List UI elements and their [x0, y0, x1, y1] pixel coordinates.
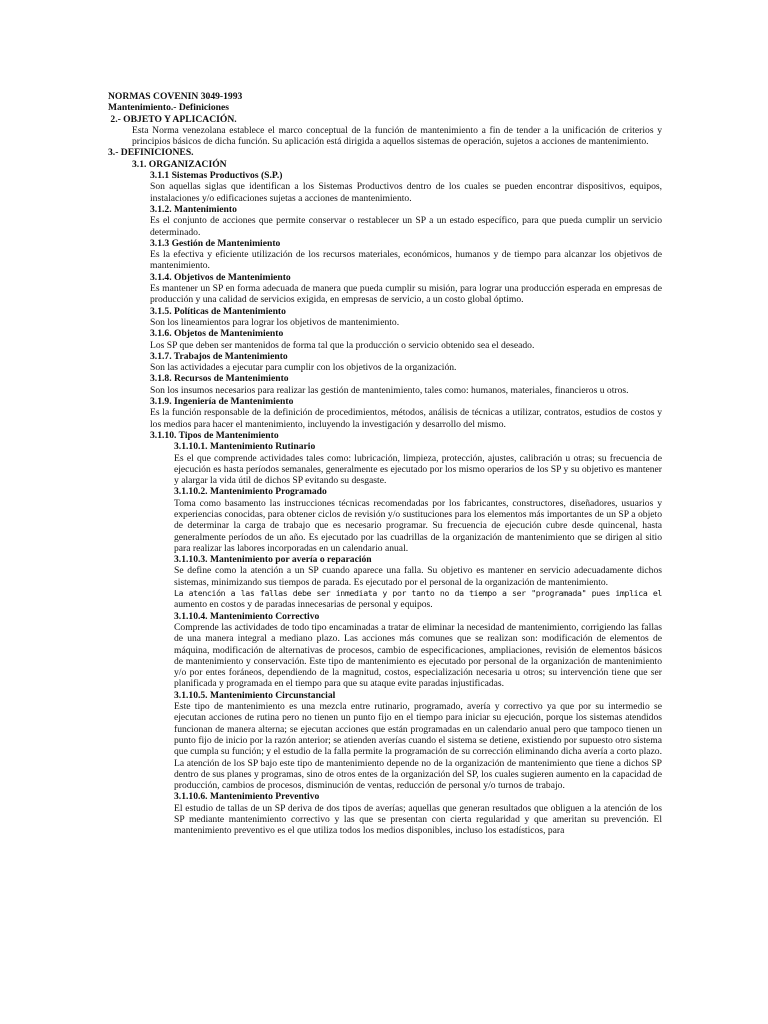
item-heading: 3.1.1 Sistemas Productivos (S.P.)	[150, 170, 283, 182]
item-heading: 3.1.6. Objetos de Mantenimiento	[150, 328, 284, 340]
rutinario-heading: 3.1.10.1. Mantenimiento Rutinario	[174, 441, 316, 453]
rutinario-text: Es el que comprende actividades tales como: lubricación, limpieza, protección, ajustes, calibración u otras; su frecuencia de ejecución es hasta períodos semanales, generalmente es ejecutado por los mismo operarios de los SP y su objetivo es mantener y alargar la vida útil de dichos SP evitando su desgaste.	[174, 452, 662, 487]
averia-heading: 3.1.10.3. Mantenimiento por avería o reparación	[174, 554, 372, 566]
circunstancial-heading: 3.1.10.5. Mantenimiento Circunstancial	[174, 689, 336, 701]
item-text: Los SP que deben ser mantenidos de forma tal que la producción o servicio obtenido sea el deseado.	[150, 339, 535, 351]
averia-text: Se define como la atención a un SP cuando aparece una falla. Su objetivo es mantener en servicio adecuadamente dichos sistemas, minimizando sus tiempos de parada. Es ejecutado por el personal de la organización de mantenimiento.	[174, 565, 662, 588]
preventivo-heading: 3.1.10.6. Mantenimiento Preventivo	[174, 791, 320, 803]
correctivo-heading: 3.1.10.4. Mantenimiento Correctivo	[174, 610, 320, 622]
section-2-text: Esta Norma venezolana establece el marco conceptual de la función de mantenimiento a fin de tender a la unificación de criterios y principios básicos de dicha función. Su aplicación está dirigida a aquellos sistemas de operación, sujetos a acciones de mantenimiento.	[132, 124, 662, 148]
item-text: Son los insumos necesarios para realizar las gestión de mantenimiento, tales como: humanos, materiales, financieros u otros.	[150, 384, 629, 396]
item-text: Es mantener un SP en forma adecuada de manera que pueda cumplir su misión, para lograr una producción esperada en empresas de producción y una calidad de servicios exigida, en empresas de servicio, a un costo global óptimo.	[150, 283, 662, 306]
programado-heading: 3.1.10.2. Mantenimiento Programado	[174, 486, 327, 498]
preventivo-text: El estudio de tallas de un SP deriva de dos tipos de averías; aquellas que generan resultados que obliguen a la atención de los SP mediante mantenimiento correctivo y las que se presentan con cierta regularidad y que ameritan su prevención. El mantenimiento preventivo es el que utiliza todos los medios disponibles, incluso los estadísticos, para	[174, 802, 662, 837]
circunstancial-text: Este tipo de mantenimiento es una mezcla entre rutinario, programado, avería y correctivo ya que por su intermedio se ejecutan acciones de rutina pero no tienen un punto fijo en el tiempo para iniciar su ejecución, porque los sistemas atendidos funcionan de manera alterna; se ejecutan acciones que están programadas en un calendario anual pero que tampoco tienen un punto fijo de inicio por la razón anterior; se atienden averías cuando el sistema se detiene, existiendo por supuesto otro sistema que cumpla su función; y el estudio de la falla permite la programación de su corrección eliminando dicha avería a corto plazo. La atención de los SP bajo este tipo de mantenimiento depende no de la organización de mantenimiento que tiene a dichos SP dentro de sus planes y programas, sino de otros entes de la organización del SP, los cuales sugieren aumento en la capacidad de producción, cambios de procesos, disminución de ventas, reducción de personal y/o turnos de trabajo.	[174, 701, 662, 792]
averia-handwritten-note: La atención a las fallas debe ser inmediata y por tanto no da tiempo a ser "programada" pues implica el	[174, 588, 662, 599]
item-heading: 3.1.2. Mantenimiento	[150, 203, 237, 215]
item-text: Es la función responsable de la definición de procedimientos, métodos, análisis de técnicas a utilizar, contratos, estudios de costos y los medios para hacer el mantenimiento, incluyendo la investigación y desarrollo del mismo.	[150, 407, 662, 430]
item-text: Es el conjunto de acciones que permite conservar o restablecer un SP a un estado específico, para que pueda cumplir un servicio determinado.	[150, 215, 662, 238]
item-text: Son aquellas siglas que identifican a los Sistemas Productivos dentro de los cuales se pueden encontrar dispositivos, equipos, instalaciones y/o edificaciones sujetas a acciones de mantenimiento.	[150, 181, 662, 204]
document-body	[108, 91, 662, 837]
item-heading: 3.1.4. Objetivos de Mantenimiento	[150, 271, 291, 283]
section-3-heading: 3.- DEFINICIONES.	[108, 147, 194, 159]
document-subtitle: Mantenimiento.- Definiciones	[108, 102, 229, 114]
section-2-heading: 2.- OBJETO Y APLICACIÓN.	[108, 113, 237, 125]
averia-text-continuation: aumento en costos y de paradas innecesarias de personal y equipos.	[174, 599, 433, 611]
item-text: Son los lineamientos para lograr los objetivos de mantenimiento.	[150, 316, 400, 328]
section-3-1-heading: 3.1. ORGANIZACIÓN	[132, 158, 227, 170]
item-heading: 3.1.3 Gestión de Mantenimiento	[150, 237, 281, 249]
averia-handwritten-paragraph	[108, 588, 662, 611]
item-text: Es la efectiva y eficiente utilización de los recursos materiales, económicos, humanos y de tiempo para alcanzar los objetivos de mantenimiento.	[150, 249, 662, 272]
item-text: Son las actividades a ejecutar para cumplir con los objetivos de la organización.	[150, 362, 457, 374]
correctivo-text: Comprende las actividades de todo tipo encaminadas a tratar de eliminar la necesidad de mantenimiento, corrigiendo las fallas de una manera integral a mediano plazo. Las acciones más comunes que se realizan son: modificación de elementos de máquina, modificación de alternativas de procesos, cambio de especificaciones, ampliaciones, revisión de elementos básicos de mantenimiento y conservación. Este tipo de mantenimiento es ejecutado por personal de la organización de mantenimiento y/o por entes foráneos, dependiendo de la magnitud, costos, especialización necesaria u otros; su intervención tiene que ser planificada y programada en el tiempo para que su ataque evite paradas injustificadas.	[174, 621, 662, 690]
item-heading: 3.1.9. Ingeniería de Mantenimiento	[150, 396, 294, 408]
item-heading: 3.1.7. Trabajos de Mantenimiento	[150, 350, 288, 362]
document-title: NORMAS COVENIN 3049-1993	[108, 91, 243, 102]
item-heading: 3.1.5. Políticas de Mantenimiento	[150, 305, 286, 317]
programado-text: Toma como basamento las instrucciones técnicas recomendadas por los fabricantes, constructores, diseñadores, usuarios y experiencias conocidas, para obtener ciclos de revisión y/o sustituciones para los elementos más importantes de un SP a objeto de determinar la carga de trabajo que es necesario programar. Su frecuencia de ejecución cubre desde quincenal, hasta generalmente períodos de un año. Es ejecutado por las cuadrillas de la organización de mantenimiento que se dirigen al sitio para realizar las labores incorporadas en un calendario anual.	[174, 497, 662, 554]
item-heading: 3.1.8. Recursos de Mantenimiento	[150, 373, 289, 385]
section-3-1-10-heading: 3.1.10. Tipos de Mantenimiento	[150, 429, 279, 441]
